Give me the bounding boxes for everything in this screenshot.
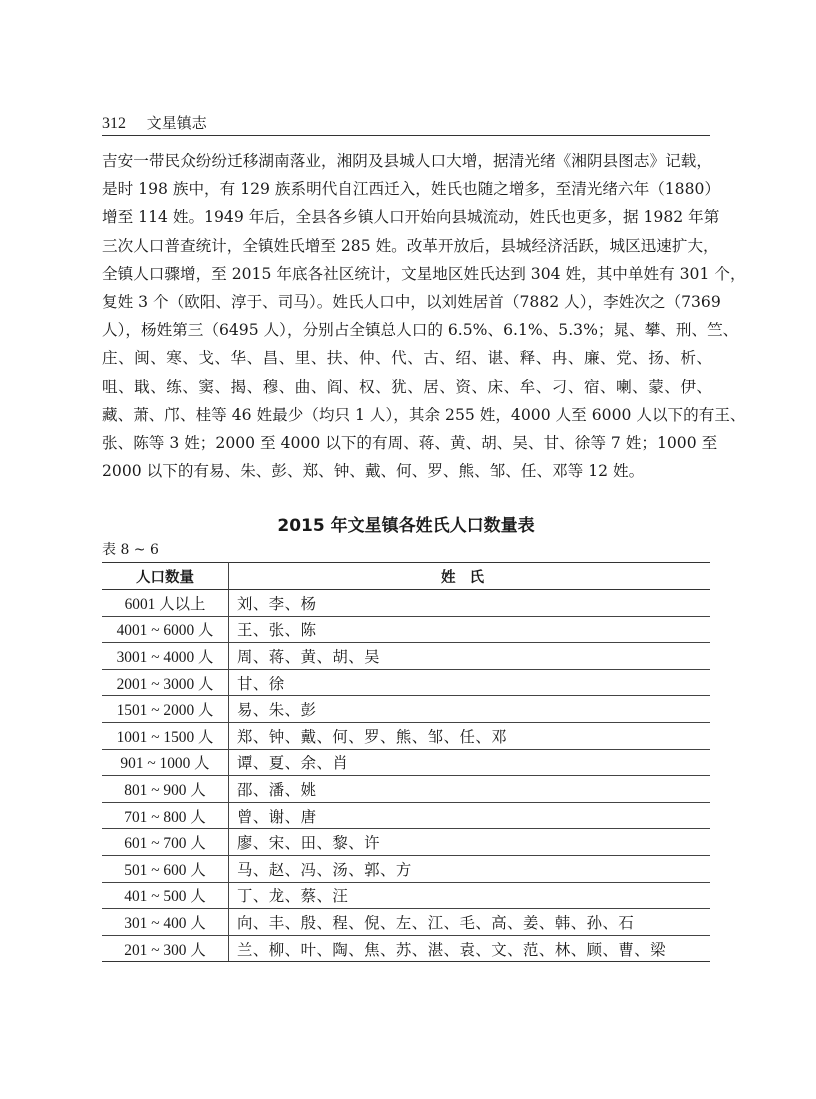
surnames-cell: 马、赵、冯、汤、郭、方	[229, 855, 711, 882]
table-header-row	[102, 563, 710, 590]
population-range-cell: 501 ~ 600 人	[102, 855, 229, 882]
population-range-cell: 6001 人以上	[102, 590, 229, 617]
population-range-cell: 701 ~ 800 人	[102, 802, 229, 829]
table-row	[102, 829, 710, 856]
paragraph-line: 复姓 3 个（欧阳、淳于、司马）。姓氏人口中，以刘姓居首（7882 人），李姓次之（7369	[102, 292, 721, 311]
population-range-cell: 801 ~ 900 人	[102, 776, 229, 803]
table-row	[102, 696, 710, 723]
population-range-cell: 2001 ~ 3000 人	[102, 669, 229, 696]
header-population: 人口数量	[102, 563, 229, 590]
paragraph-line: 全镇人口骤增，至 2015 年底各社区统计，文星地区姓氏达到 304 姓，其中单姓有 301 个，	[102, 264, 746, 283]
paragraph-line: 庄、闽、寒、戈、华、昌、里、扶、仲、代、古、绍、谌、释、冉、廉、党、扬、析、	[102, 349, 712, 368]
paragraph-line: 增至 114 姓。1949 年后，全县各乡镇人口开始向县城流动，姓氏也更多，据 1982 年第	[102, 208, 720, 227]
paragraph-line: 藏、萧、邝、桂等 46 姓最少（均只 1 人），其余 255 姓，4000 人至 6000 人以下的有王、	[102, 405, 746, 424]
table-row	[102, 882, 710, 909]
paragraph-line: 吉安一带民众纷纷迁移湖南落业，湘阴及县城人口大增，据清光绪《湘阴县图志》记载，	[102, 152, 712, 170]
population-range-cell: 1501 ~ 2000 人	[102, 696, 229, 723]
body-paragraph	[102, 147, 746, 485]
surnames-cell: 王、张、陈	[229, 616, 711, 643]
table-row	[102, 669, 710, 696]
table-title: 2015 年文星镇各姓氏人口数量表	[277, 516, 535, 536]
surnames-cell: 易、朱、彭	[229, 696, 711, 723]
paragraph-line: 人），杨姓第三（6495 人），分别占全镇总人口的 6.5%、6.1%、5.3%；晁、攀、刑、竺、	[102, 321, 739, 340]
table-body	[102, 590, 710, 962]
header-surnames: 姓氏	[229, 563, 711, 590]
table-row	[102, 776, 710, 803]
table-row	[102, 935, 710, 962]
population-range-cell: 401 ~ 500 人	[102, 882, 229, 909]
paragraph-line: 三次人口普查统计，全镇姓氏增至 285 姓。改革开放后，县城经济活跃，城区迅速扩大，	[102, 236, 719, 255]
surnames-cell: 兰、柳、叶、陶、焦、苏、湛、袁、文、范、林、顾、曹、梁	[229, 935, 711, 962]
table-row	[102, 909, 710, 936]
surnames-cell: 丁、龙、蔡、汪	[229, 882, 711, 909]
population-range-cell: 201 ~ 300 人	[102, 935, 229, 962]
population-range-cell: 4001 ~ 6000 人	[102, 616, 229, 643]
book-title: 文星镇志	[146, 114, 207, 132]
population-range-cell: 301 ~ 400 人	[102, 909, 229, 936]
surnames-cell: 廖、宋、田、黎、许	[229, 829, 711, 856]
surname-population-table	[102, 562, 710, 962]
surnames-cell: 曾、谢、唐	[229, 802, 711, 829]
table-number: 表 8 ~ 6	[102, 542, 159, 558]
surnames-cell: 刘、李、杨	[229, 590, 711, 617]
population-range-cell: 901 ~ 1000 人	[102, 749, 229, 776]
surnames-cell: 甘、徐	[229, 669, 711, 696]
population-range-cell: 601 ~ 700 人	[102, 829, 229, 856]
table-row	[102, 855, 710, 882]
running-head	[102, 113, 710, 136]
table-row	[102, 749, 710, 776]
surnames-cell: 周、蒋、黄、胡、吴	[229, 643, 711, 670]
table-row	[102, 590, 710, 617]
table-row	[102, 722, 710, 749]
table-row	[102, 643, 710, 670]
table-row	[102, 616, 710, 643]
paragraph-line: 张、陈等 3 姓；2000 至 4000 以下的有周、蒋、黄、胡、吴、甘、徐等 7 姓；1000 至	[102, 433, 718, 452]
paragraph-line: 2000 以下的有易、朱、彭、郑、钟、戴、何、罗、熊、邹、任、邓等 12 姓。	[102, 462, 645, 481]
surnames-cell: 邵、潘、姚	[229, 776, 711, 803]
table-row	[102, 802, 710, 829]
surnames-cell: 向、丰、殷、程、倪、左、江、毛、高、姜、韩、孙、石	[229, 909, 711, 936]
surnames-cell: 谭、夏、余、肖	[229, 749, 711, 776]
paragraph-line: 咀、戢、练、窦、揭、穆、曲、阎、权、犹、居、资、床、牟、刁、宿、喇、蒙、伊、	[102, 377, 712, 396]
population-range-cell: 3001 ~ 4000 人	[102, 643, 229, 670]
population-range-cell: 1001 ~ 1500 人	[102, 722, 229, 749]
paragraph-line: 是时 198 族中，有 129 族系明代自江西迁入，姓氏也随之增多，至清光绪六年（1880）	[102, 180, 721, 199]
page-number: 312	[102, 115, 126, 132]
surnames-cell: 郑、钟、戴、何、罗、熊、邹、任、邓	[229, 722, 711, 749]
